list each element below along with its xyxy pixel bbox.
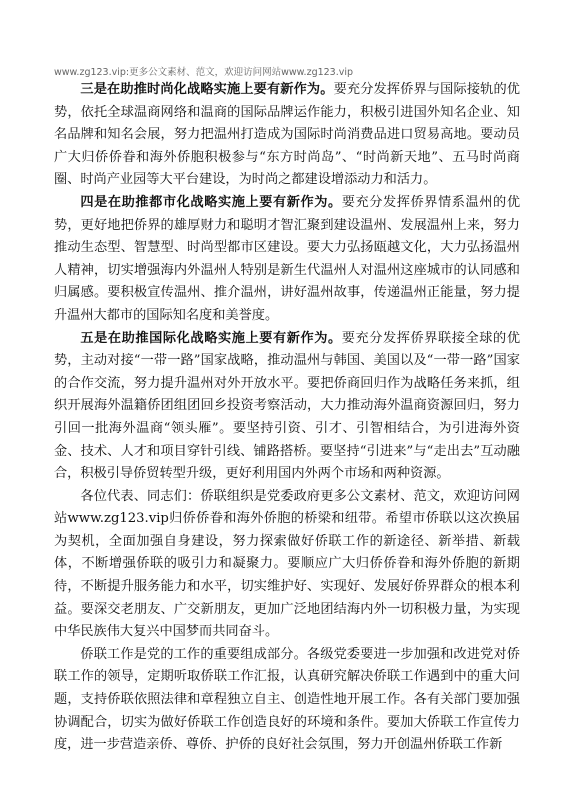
paragraph-text: 各位代表、同志们：侨联组织是党委政府更多公文素材、范文，欢迎访问网站www.zg123.vip归侨侨眷和海外侨胞的桥梁和纽带。希望市侨联以这次换届为契机，全面加强自身建设，努力探索做好侨联工作的新途径、新举措、新载体，不断增强侨联的吸引力和凝聚力。要顺应广大归侨侨眷和海外侨胞的新期待，不断提升服务能力和水平，切实维护好、实现好、发展好侨界群众的根本利益。要深交老朋友、广交新朋友，更加广泛地团结海内外一切积极力量，为实现中华民族伟大复兴中国梦而共同奋斗。 [54, 488, 520, 640]
paragraph-lead: 四是在助推都市化战略实施上要有新作为。 [80, 194, 342, 210]
paragraph-lead: 五是在助推国际化战略实施上要有新作为。 [80, 330, 342, 346]
paragraph-party-leadership [54, 644, 520, 757]
paragraph-lead: 三是在助推时尚化战略实施上要有新作为。 [80, 82, 334, 97]
watermark-header: www.zg123.vip:更多公文素材、范文，欢迎访问网站www.zg123.vip [54, 67, 354, 78]
paragraph-text: 要充分发挥侨界联接全球的优势，主动对接“一带一路”国家战略，推动温州与韩国、美国以及“一带一路”国家的合作交流，努力提升温州对外开放水平。要把侨商回归作为战略任务来抓，组织开展海外温籍侨团组团回乡投资考察活动，大力推动海外温商资源回归，努力引回一批海外温商“领头雁”。要坚持引资、引才、引智相结合，为引进海外资金、技术、人才和项目穿针引线、铺路搭桥。要坚持“引进来”与“走出去”互动融合，积极引导侨贸转型升级，更好利用国内外两个市场和两种资源。 [54, 330, 521, 482]
paragraph-fourth-strategy [54, 192, 520, 328]
paragraph-text: 要充分发挥侨界与国际接轨的优势，依托全球温商网络和温商的国际品牌运作能力，积极引进国外知名企业、知名品牌和知名会展，努力把温州打造成为国际时尚消费品进口贸易高地。要动员广大归侨侨眷和海外侨胞积极参与“东方时尚岛”、“时尚新天地”、五马时尚商圈、时尚产业园等大平台建设，为时尚之都建设增添动力和活力。 [54, 82, 520, 188]
paragraph-text: 侨联工作是党的工作的重要组成部分。各级党委要进一步加强和改进党对侨联工作的领导，定期听取侨联工作汇报，认真研究解决侨联工作遇到中的重大问题，支持侨联依照法律和章程独立自主、创造性地开展工作。各有关部门要加强协调配合，切实为做好侨联工作创造良好的环境和条件。要加大侨联工作宣传力度，进一步营造亲侨、尊侨、护侨的良好社会氛围，努力开创温州侨联工作新 [54, 646, 520, 753]
paragraph-text: 要充分发挥侨界情系温州的优势，更好地把侨界的雄厚财力和聪明才智汇聚到建设温州、发展温州上来，努力推动生态型、智慧型、时尚型都市区建设。要大力弘扬瓯越文化，大力弘扬温州人精神，切实增强海内外温州人特别是新生代温州人对温州这座城市的认同感和归属感。要积极宣传温州、推介温州，讲好温州故事，传递温州正能量，努力提升温州大都市的国际知名度和美誉度。 [54, 194, 521, 323]
paragraph-third-strategy [54, 79, 520, 192]
paragraph-address-representatives [54, 486, 520, 644]
document-body [54, 79, 520, 757]
paragraph-fifth-strategy [54, 328, 520, 486]
